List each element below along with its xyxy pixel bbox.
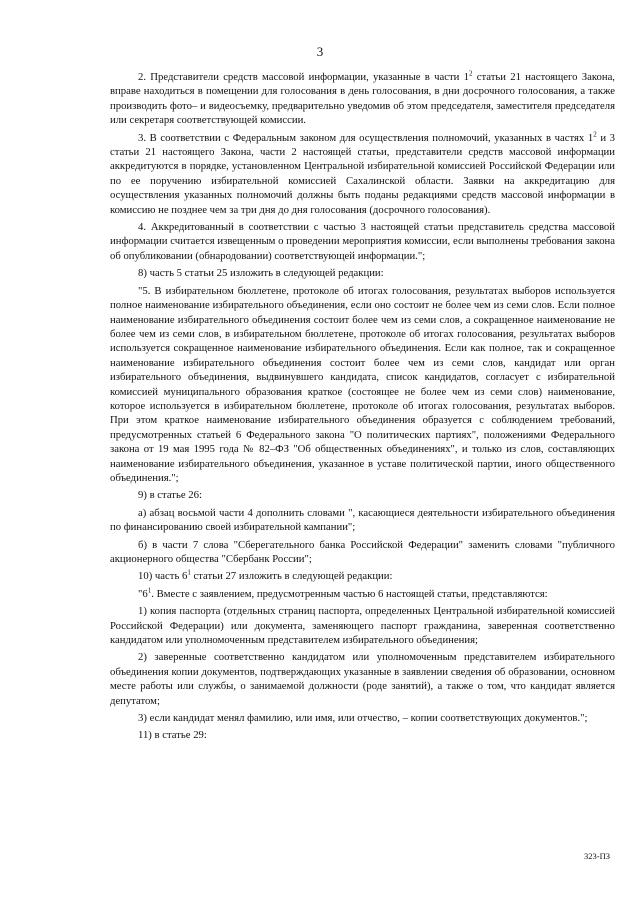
- paragraph-item-4: 4. Аккредитованный в соответствии с частью 3 настоящей статьи представитель средства массовой информации считается извещенным о проведении мероприятия комиссии, если выполнены требования закона об опубликовании (обнародовании) соответствующей информации.";: [110, 221, 615, 262]
- paragraph-amendment-11: 11) в статье 29:: [138, 729, 207, 742]
- paragraph-amendment-10: [110, 569, 615, 583]
- superscript: 1: [147, 586, 152, 595]
- paragraph-subitem-a: а) абзац восьмой части 4 дополнить словами ", касающиеся деятельности избирательного объединения по финансированию своей избирательной кампании";: [110, 506, 615, 534]
- paragraph-part-6-1-text: [110, 587, 615, 601]
- superscript: 2: [593, 130, 597, 139]
- paragraph-list-item-1: 1) копия паспорта (отдельных страниц паспорта, определенных Центральной избирательной комиссией Российской Федерации) или документа, заменяющего паспорт гражданина, заверенная соответственно кандидатом или уполномоченным представителем избирательного объединения;: [110, 605, 615, 647]
- paragraph-text: статьи 27 изложить в следующей редакции:: [190, 570, 393, 583]
- paragraph-item-2: [110, 70, 615, 128]
- paragraph-amendment-9: 9) в статье 26:: [138, 489, 202, 502]
- paragraph-text: 2. Представители средств массовой информации, указанные в части 1: [138, 71, 469, 83]
- paragraph-part-5-text: "5. В избирательном бюллетене, протоколе об итогах голосования, результатах выборов используется полное наименование избирательного объединения, если оно состоит не более чем из семи слов. Если полное наименование избирательного объединения состоит более чем из семи слов, а сокращенное наименование не более чем из семи слов, в избирательном бюллетене, протоколе об итогах голосования, результатах выборов используется сокращенное наименование избирательного объединения. Если как полное, так и сокращенное наименование избирательного объединения состоит более чем из семи слов, кандидат или орган избирательного объединения, выдвинувшего кандидата, список кандидатов, согласует с избирательной комиссией муниципального образования краткое (состоящее не более чем из семи слов) наименование, которое используется в избирательном бюллетене, протоколе об итогах голосования, результатах выборов. При этом краткое наименование избирательного объединения образуется с соблюдением требований, предусмотренных статьей 6 Федерального закона "О политических партиях", положениями Федерального закона от 19 мая 1995 года № 82–ФЗ "Об общественных объединениях", и только из слов, составляющих наименование избирательного объединения, указанное в уставе политической партии, иного общественного объединения.";: [110, 284, 615, 484]
- superscript: 2: [468, 69, 473, 78]
- paragraph-text: 3. В соответствии с Федеральным законом для осуществления полномочий, указанных в частях 1: [138, 131, 594, 144]
- document-body: [110, 70, 615, 743]
- paragraph-text: статьи 21 настоящего Закона, вправе находиться в помещении для голосования в день голосования, в дни досрочного голосования, а также производить фото– и видеосъемку, предварительно уведомив об этом председателя, заместителя председателя или секретаря соответствующей комиссии.: [110, 71, 615, 127]
- paragraph-amendment-8: 8) часть 5 статьи 25 изложить в следующей редакции:: [138, 267, 384, 280]
- paragraph-item-3: [110, 131, 615, 217]
- paragraph-text: . Вместе с заявлением, предусмотренным частью 6 настоящей статьи, представляются:: [151, 587, 548, 600]
- paragraph-list-item-3: 3) если кандидат менял фамилию, или имя, или отчество, – копии соответствующих документов.";: [138, 712, 588, 725]
- paragraph-text: "6: [138, 587, 148, 600]
- superscript: 1: [187, 568, 191, 577]
- page-number: 3: [316, 44, 324, 59]
- document-code: 323-ПЗ: [584, 851, 610, 861]
- paragraph-subitem-b: б) в части 7 слова "Сберегательного банка Российской Федерации" заменить словами "публичного акционерного общества "Сбербанк России";: [110, 538, 615, 565]
- paragraph-list-item-2: 2) заверенные соответственно кандидатом или уполномоченным представителем избирательного объединения копии документов, подтверждающих указанные в заявлении сведения об образовании, основном месте работы или службы, о занимаемой должности (роде занятий), а также о том, что кандидат является депутатом;: [110, 651, 615, 707]
- paragraph-text: 10) часть 6: [138, 570, 188, 583]
- paragraph-text: и 3 статьи 21 настоящего Закона, части 2 настоящей статьи, представители средств массовой информации аккредитуются в порядке, установленном Центральной избирательной комиссией Российской Федерации или по ее поручению избирательной комиссией Сахалинской области. Заявки на аккредитацию для осуществления указанных полномочий должны быть поданы редакциями средств массовой информации в комиссию не позднее чем за три дня до дня голосования (досрочного голосования).: [110, 131, 615, 216]
